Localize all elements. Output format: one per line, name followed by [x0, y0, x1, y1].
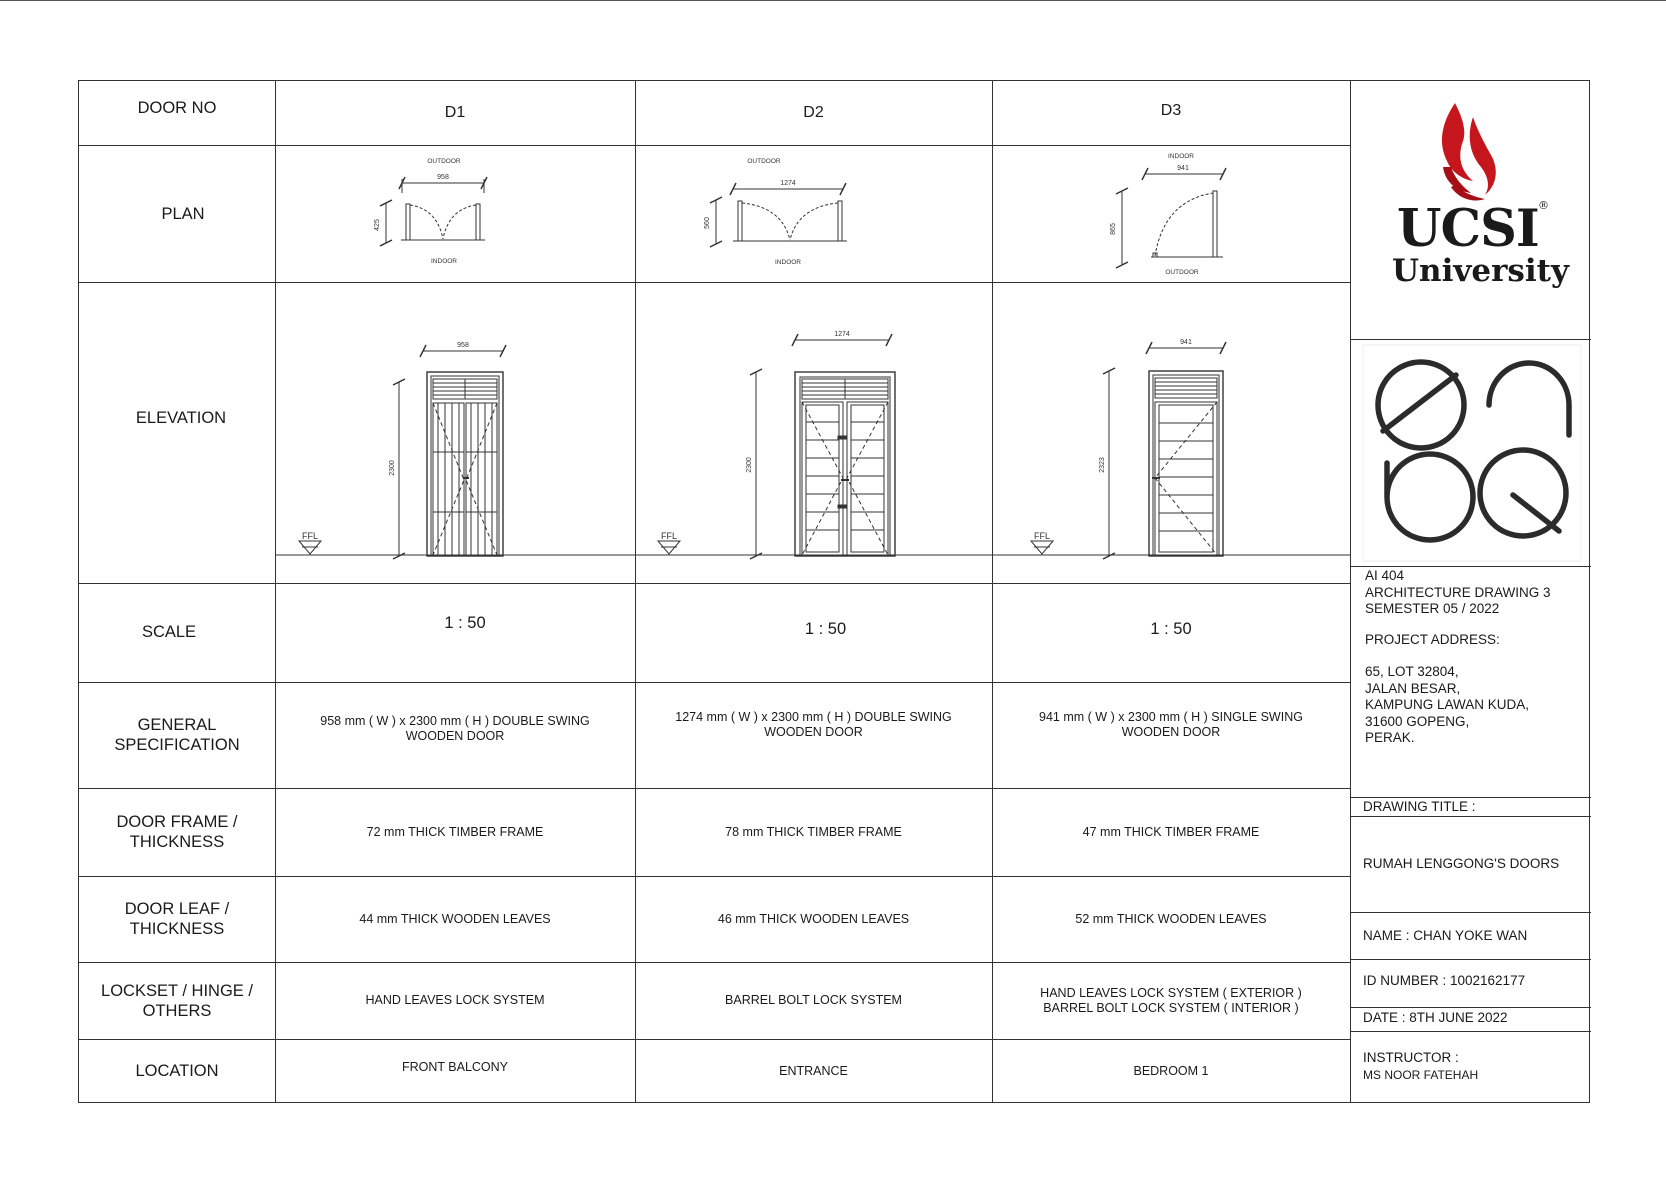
plan-drawing-d1: [275, 145, 635, 282]
scale-d3: 1 : 50: [1150, 620, 1192, 638]
lockset-d1: HAND LEAVES LOCK SYSTEM: [365, 993, 545, 1007]
title-block-line: [1351, 816, 1591, 817]
frame-d1: 72 mm THICK TIMBER FRAME: [366, 824, 544, 839]
monogram-logo-icon: [1363, 345, 1581, 561]
ffl-label: FFL: [1033, 531, 1051, 541]
elev-width-dim: 958: [457, 342, 469, 349]
plan-top-label: OUTDOOR: [747, 158, 781, 165]
plan-top-label: INDOOR: [1168, 153, 1194, 160]
plan-width-dim: 941: [1177, 165, 1189, 172]
leaf-d3: 52 mm THICK WOODEN LEAVES: [1075, 911, 1267, 926]
row-header-leaf: DOOR LEAF / THICKNESS: [124, 900, 230, 938]
row-header-plan: PLAN: [161, 204, 205, 223]
plan-width-dim: 958: [437, 174, 449, 181]
plan-drawing-d3: [992, 145, 1350, 282]
ucsi-logo-subtext: University: [1392, 253, 1569, 289]
lockset-d2: BARREL BOLT LOCK SYSTEM: [725, 993, 902, 1007]
plan-depth-dim: 560: [704, 217, 711, 229]
spec-d2: 1274 mm ( W ) x 2300 mm ( H ) DOUBLE SWING WOODEN DOOR: [675, 710, 952, 739]
ucsi-logo-text: UCSI: [1397, 199, 1539, 259]
title-block-line: [1351, 912, 1591, 913]
door-id-d3: D3: [1160, 102, 1182, 119]
plan-bottom-label: INDOOR: [775, 259, 801, 266]
elev-width-dim: 941: [1180, 339, 1192, 346]
title-block-line: [1351, 1007, 1591, 1008]
door-schedule-sheet: DOOR NO PLAN ELEVATION GENERAL SPECIFICATION DOOR FRAME / THICKNESS DOOR LEAF / THICKNESS LOCKSET / HINGE / OTHERS LOCATION SCALE D1 D2 D3 1 : 50 1 : 50 1 : 50 958 mm ( W ) x 2300 mm ( H ) DOUBLE SWING WOODEN DOOR 1274 mm ( W ) x 2300 mm ( H ) DOUBLE SWING WOODEN DOOR 941 mm ( W ) x 2300 mm ( H ) SINGLE SWING WOODEN DOOR 72 mm THICK TIMBER FRAME 78 mm THICK TIMBER FRAME 47 mm THICK TIMBER FRAME 44 mm THICK WOODEN LEAVES 46 mm THICK WOODEN LEAVES 52 mm THICK WOODEN LEAVES HAND LEAVES LOCK SYSTEM BARREL BOLT LOCK SYSTEM HAND LEAVES LOCK SYSTEM ( EXTERIOR ) BARREL BOLT LOCK SYSTEM ( INTERIOR ) FRONT BALCONY ENTRANCE BEDROOM 1 OUTDOOR 958 425 INDOOR OUTDOOR 1274 560 INDOOR INDOOR 941 865 OUTDOOR FFL 2300 958 FFL 2300 1274 FFL 2323 941 UCSI ® University AI 404 ARCHITECTURE DRAWING 3 SEMESTER 05 / 2022 PROJECT ADDRESS: 65, LOT 32804, JALAN BESAR, KAMPUNG LAWAN KUDA, 31600 GOPENG, PERAK. DRAWING TITLE : RUMAH LENGGONG'S DOORS NAME : CHAN YOKE WAN ID NUMBER : 1002162177 DATE : 8TH JUNE 2022 INSTRUCTOR : MS NOOR FATEHAH: [78, 80, 1590, 1103]
plan-bottom-label: INDOOR: [431, 258, 457, 265]
row-header-frame: DOOR FRAME / THICKNESS: [116, 813, 238, 851]
elevation-drawing-d1: [275, 282, 635, 583]
spec-d3: 941 mm ( W ) x 2300 mm ( H ) SINGLE SWING WOODEN DOOR: [1039, 710, 1303, 739]
row-header-general-spec: GENERAL SPECIFICATION: [114, 716, 240, 754]
row-header-elevation: ELEVATION: [135, 409, 227, 427]
plan-width-dim: 1274: [780, 180, 796, 187]
row-header-door-no: DOOR NO: [137, 99, 217, 117]
page-top-rule: [0, 0, 1666, 1]
elev-height-dim: 2300: [746, 457, 753, 473]
elevation-drawing-d2: [635, 282, 992, 583]
title-block-line: [1351, 959, 1591, 960]
elevation-drawing-d3: [992, 282, 1350, 583]
ucsi-registered-mark: ®: [1538, 199, 1549, 212]
location-d2: ENTRANCE: [779, 1063, 848, 1078]
location-d3: BEDROOM 1: [1133, 1063, 1209, 1078]
frame-d2: 78 mm THICK TIMBER FRAME: [725, 824, 902, 839]
instructor-name: MS NOOR FATEHAH: [1363, 1068, 1479, 1082]
door-id-d2: D2: [803, 104, 824, 121]
elev-width-dim: 1274: [834, 331, 850, 338]
ffl-label: FFL: [660, 531, 678, 541]
row-header-location: LOCATION: [135, 1062, 219, 1080]
instructor-label: INSTRUCTOR :: [1363, 1050, 1459, 1065]
lockset-d3: HAND LEAVES LOCK SYSTEM ( EXTERIOR ) BARREL BOLT LOCK SYSTEM ( INTERIOR ): [1040, 985, 1302, 1015]
drawing-title: RUMAH LENGGONG'S DOORS: [1363, 856, 1560, 871]
date: DATE : 8TH JUNE 2022: [1363, 1010, 1508, 1025]
plan-drawing-d2: [635, 145, 992, 282]
door-id-d1: D1: [444, 104, 466, 121]
plan-depth-dim: 865: [1110, 223, 1117, 235]
title-block-line: [1351, 339, 1591, 340]
plan-bottom-label: OUTDOOR: [1165, 269, 1199, 276]
student-id-number: ID NUMBER : 1002162177: [1363, 973, 1526, 988]
title-block-line: [1351, 1031, 1591, 1032]
elev-height-dim: 2300: [389, 460, 396, 476]
project-address-label: PROJECT ADDRESS:: [1365, 632, 1500, 647]
scale-d1: 1 : 50: [444, 614, 486, 632]
spec-d1: 958 mm ( W ) x 2300 mm ( H ) DOUBLE SWING WOODEN DOOR: [320, 714, 590, 743]
ffl-label: FFL: [301, 531, 319, 541]
frame-d3: 47 mm THICK TIMBER FRAME: [1082, 824, 1260, 839]
plan-depth-dim: 425: [374, 219, 381, 231]
leaf-d2: 46 mm THICK WOODEN LEAVES: [717, 911, 910, 926]
elev-height-dim: 2323: [1099, 457, 1106, 473]
drawing-title-label: DRAWING TITLE :: [1363, 799, 1476, 814]
plan-top-label: OUTDOOR: [427, 158, 461, 165]
course-info: AI 404 ARCHITECTURE DRAWING 3 SEMESTER 05 / 2022: [1365, 568, 1551, 616]
student-name: NAME : CHAN YOKE WAN: [1363, 928, 1528, 943]
leaf-d1: 44 mm THICK WOODEN LEAVES: [359, 911, 551, 926]
location-d1: FRONT BALCONY: [401, 1059, 509, 1074]
row-header-lockset: LOCKSET / HINGE / OTHERS: [101, 981, 253, 1020]
project-address: 65, LOT 32804, JALAN BESAR, KAMPUNG LAWAN KUDA, 31600 GOPENG, PERAK.: [1365, 664, 1530, 745]
scale-d2: 1 : 50: [804, 620, 847, 638]
